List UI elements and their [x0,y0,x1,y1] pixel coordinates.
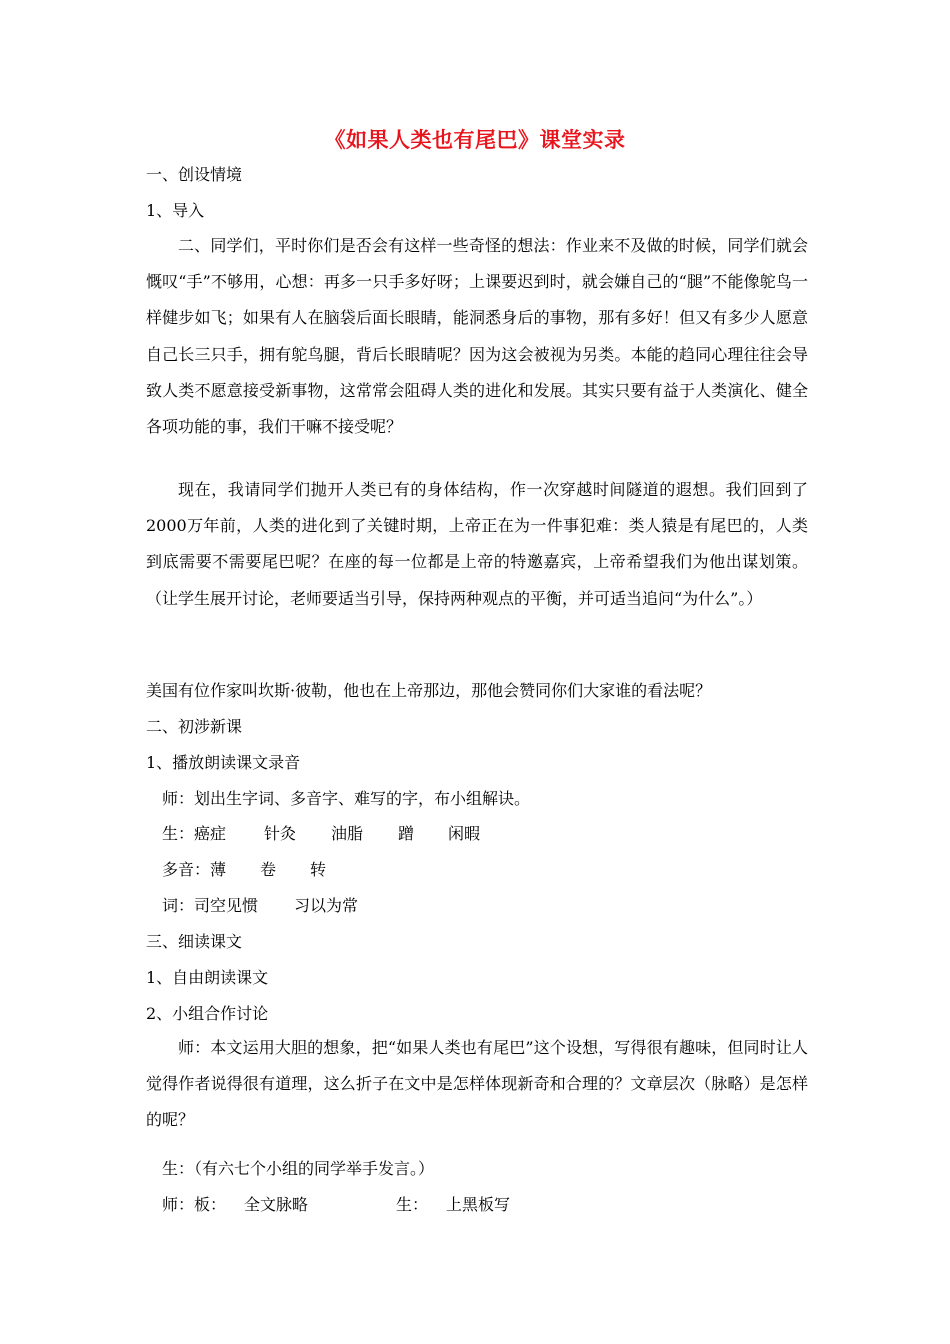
subheading-free-reading: 1、自由朗读课文 [146,968,269,987]
word-item: 蹭 [398,824,415,843]
board-label: 师：板： [162,1195,227,1214]
paragraph-1-text: 二、同学们，平时你们是否会有这样一些奇怪的想法：作业来不及做的时候，同学们就会慨叹“手”不够用，心想：再多一只手多好呀；上课要迟到时，就会嫌自己的“腿”不能像鸵鸟一样健步如飞；如果有人在脑袋后面长眼睛，能洞悉身后的事物，那有多好！但又有多少人愿意自己长三只手，拥有鸵鸟腿，背后长眼睛呢？因为这会被视为另类。本能的趋同心理往往会导致人类不愿意接受新事物，这常常会阻碍人类的进化和发展。其实只要有益于人类演化、健全各项功能的事，我们干嘛不接受呢？ [146,236,808,437]
subheading-intro: 1、导入 [146,201,205,220]
student-word-row [162,821,480,844]
subheading-group-discussion: 2、小组合作讨论 [146,1004,269,1023]
paragraph-1 [146,228,808,445]
word-item: 油脂 [331,824,364,843]
ci-label: 词： [162,896,195,915]
paragraph-2-text: 现在，我请同学们抛开人类已有的身体结构，作一次穿越时间隧道的遐想。我们回到了2000万年前，人类的进化到了关键时期，上帝正在为一件事犯难：类人猿是有尾巴的，人类到底需要不需要尾巴呢？在座的每一位都是上帝的特邀嘉宾，上帝希望我们为他出谋划策。（让学生展开讨论，老师要适当引导，保持两种观点的平衡，并可适当追问“为什么”。） [146,480,808,608]
paragraph-4-text: 师：本文运用大胆的想象，把“如果人类也有尾巴”这个设想，写得很有趣味，但同时让人觉得作者说得很有道理，这么折子在文中是怎样体现新奇和合理的？文章层次（脉略）是怎样的呢？ [146,1038,808,1130]
word-item: 转 [310,860,327,879]
student-label-2: 生： [396,1195,429,1214]
paragraph-2 [146,472,808,617]
paragraph-4 [146,1030,808,1139]
ci-row [162,893,358,916]
word-item: 习以为常 [294,896,359,915]
student-action-text: 上黑板写 [446,1195,511,1214]
word-item: 司空见惯 [194,896,259,915]
word-item: 卷 [260,860,277,879]
word-item: 闲暇 [448,824,481,843]
duoyin-row [162,857,326,880]
student-label: 生： [162,824,195,843]
word-item: 薄 [210,860,227,879]
document-title: 《如果人类也有尾巴》课堂实录 [324,127,626,152]
paragraph-3: 美国有位作家叫坎斯·彼勒，他也在上帝那边，那他会赞同你们大家谁的看法呢？ [146,681,712,700]
subheading-recording: 1、播放朗读课文录音 [146,753,301,772]
word-item: 针灸 [264,824,297,843]
word-item: 癌症 [194,824,227,843]
board-text: 全文脉略 [244,1195,309,1214]
section-heading-2: 二、初涉新课 [146,717,243,736]
section-heading-3: 三、细读课文 [146,932,243,951]
board-row [162,1192,510,1215]
student-response: 生：（有六七个小组的同学举手发言。） [162,1159,435,1178]
duoyin-label: 多音： [162,860,211,879]
teacher-instruction: 师：划出生字词、多音字、难写的字，布小组解诀。 [162,789,531,808]
section-heading-1: 一、创设情境 [146,165,243,184]
